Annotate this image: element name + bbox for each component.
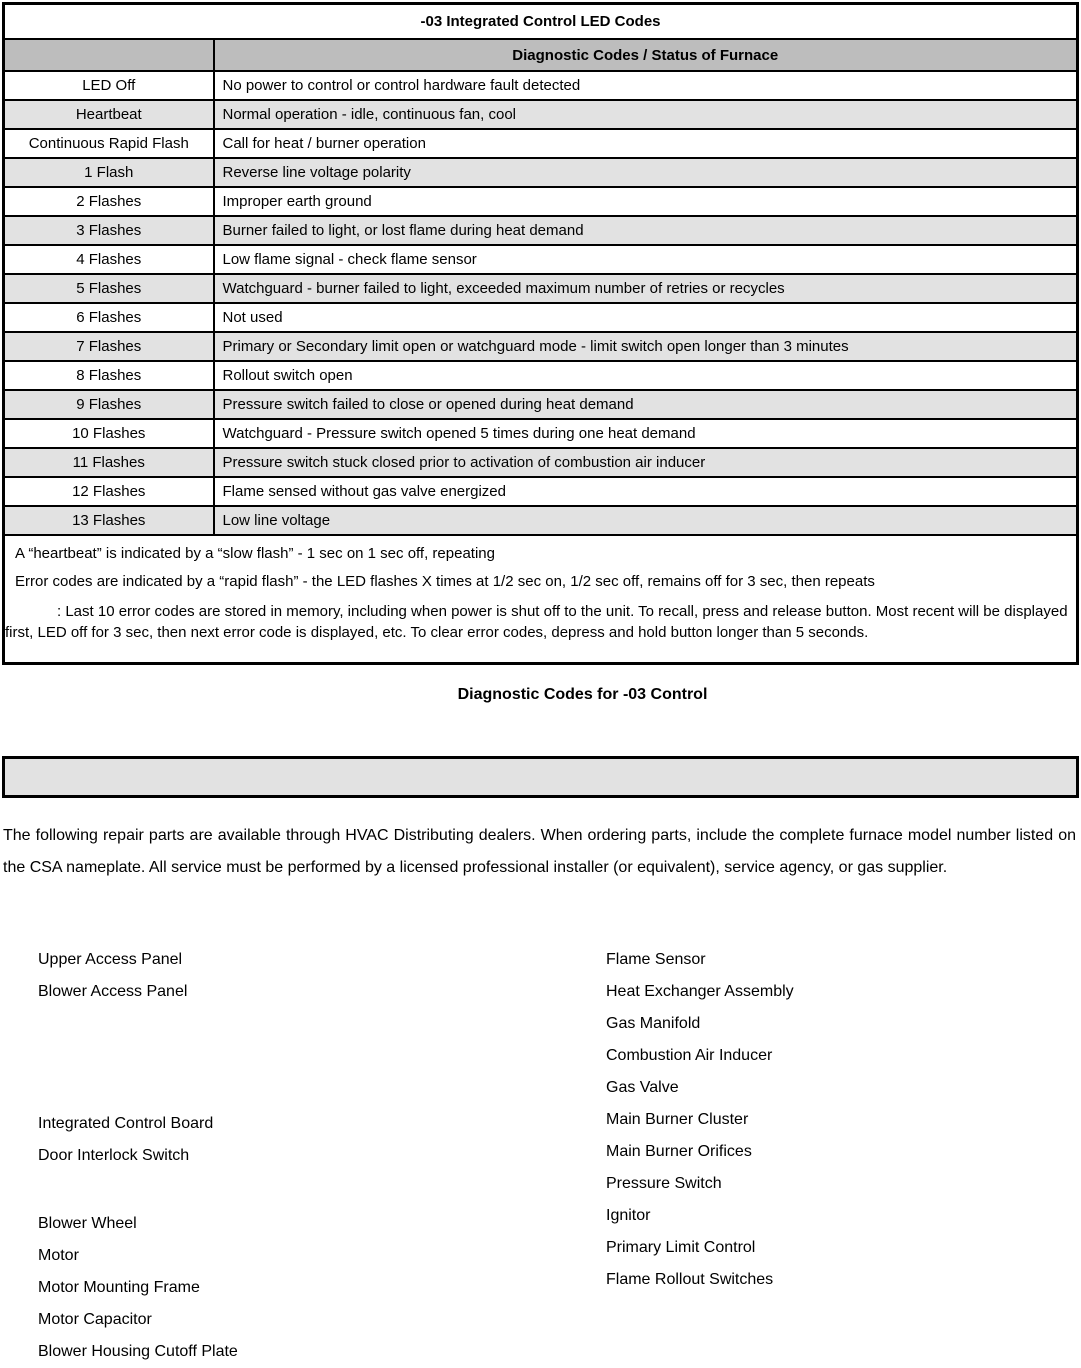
led-code-cell: 12 Flashes xyxy=(4,477,214,506)
empty-section-band xyxy=(2,756,1079,798)
led-description-cell: Improper earth ground xyxy=(214,187,1078,216)
table-title: -03 Integrated Control LED Codes xyxy=(4,4,1078,40)
led-code-row xyxy=(4,361,1078,390)
led-description-cell: Watchguard - burner failed to light, exceeded maximum number of retries or recycles xyxy=(214,274,1078,303)
led-description-cell: Primary or Secondary limit open or watchguard mode - limit switch open longer than 3 minutes xyxy=(214,332,1078,361)
note-heartbeat: A “heartbeat” is indicated by a “slow flash” - 1 sec on 1 sec off, repeating xyxy=(15,545,495,562)
parts-list-right xyxy=(606,944,794,1296)
led-description-cell: Call for heat / burner operation xyxy=(214,129,1078,158)
led-code-row xyxy=(4,506,1078,535)
led-description-cell: No power to control or control hardware fault detected xyxy=(214,71,1078,100)
led-code-row xyxy=(4,187,1078,216)
part-item: Motor Capacitor xyxy=(38,1311,152,1328)
led-code-row xyxy=(4,303,1078,332)
part-item: Integrated Control Board xyxy=(38,1115,214,1132)
header-cell-diagnostic-codes: Diagnostic Codes / Status of Furnace xyxy=(214,39,1078,71)
led-code-row xyxy=(4,332,1078,361)
led-description-cell: Flame sensed without gas valve energized xyxy=(214,477,1078,506)
part-item: Gas Valve xyxy=(606,1079,679,1096)
part-item: Blower Wheel xyxy=(38,1215,137,1232)
led-description-cell: Pressure switch failed to close or opened during heat demand xyxy=(214,390,1078,419)
led-code-cell: 3 Flashes xyxy=(4,216,214,245)
led-code-cell: 6 Flashes xyxy=(4,303,214,332)
note-error-codes: Error codes are indicated by a “rapid flash” - the LED flashes X times at 1/2 sec on, 1/2 sec off, remains off for 3 sec, then repeats xyxy=(15,573,875,590)
parts-list-left-group-3 xyxy=(38,1208,238,1368)
led-description-cell: Low line voltage xyxy=(214,506,1078,535)
led-description-cell: Not used xyxy=(214,303,1078,332)
led-code-row xyxy=(4,419,1078,448)
led-code-row xyxy=(4,158,1078,187)
part-item: Motor Mounting Frame xyxy=(38,1279,200,1296)
led-rows xyxy=(4,71,1078,535)
part-item: Door Interlock Switch xyxy=(38,1147,190,1164)
led-code-row xyxy=(4,245,1078,274)
led-code-cell: 8 Flashes xyxy=(4,361,214,390)
led-code-cell: Heartbeat xyxy=(4,100,214,129)
led-code-row xyxy=(4,477,1078,506)
part-item: Ignitor xyxy=(606,1207,651,1224)
led-code-cell: Continuous Rapid Flash xyxy=(4,129,214,158)
part-item: Flame Rollout Switches xyxy=(606,1271,774,1288)
notes-row xyxy=(4,535,1078,664)
led-description-cell: Pressure switch stuck closed prior to activation of combustion air inducer xyxy=(214,448,1078,477)
part-item: Flame Sensor xyxy=(606,951,706,968)
part-item: Primary Limit Control xyxy=(606,1239,756,1256)
part-item: Main Burner Cluster xyxy=(606,1111,749,1128)
part-item: Blower Housing Cutoff Plate xyxy=(38,1343,238,1360)
led-codes-table xyxy=(2,2,1079,665)
part-item: Main Burner Orifices xyxy=(606,1143,752,1160)
led-description-cell: Rollout switch open xyxy=(214,361,1078,390)
note-memory: : Last 10 error codes are stored in memory, including when power is shut off to the unit. To recall, press and release button. Most recent will be displayed first, LED off for 3 sec, then next error code is displayed, etc. To clear error codes, depress and hold button longer than 5 seconds. xyxy=(5,603,1068,641)
part-item: Upper Access Panel xyxy=(38,951,183,968)
led-code-row xyxy=(4,100,1078,129)
led-code-cell: LED Off xyxy=(4,71,214,100)
led-code-row xyxy=(4,390,1078,419)
led-code-cell: 5 Flashes xyxy=(4,274,214,303)
parts-list-left-group-2 xyxy=(38,1108,213,1172)
led-code-cell: 11 Flashes xyxy=(4,448,214,477)
led-code-cell: 9 Flashes xyxy=(4,390,214,419)
part-item: Combustion Air Inducer xyxy=(606,1047,773,1064)
led-code-cell: 4 Flashes xyxy=(4,245,214,274)
led-code-cell: 13 Flashes xyxy=(4,506,214,535)
notes-cell xyxy=(4,535,1078,664)
led-code-cell: 2 Flashes xyxy=(4,187,214,216)
led-description-cell: Watchguard - Pressure switch opened 5 times during one heat demand xyxy=(214,419,1078,448)
part-item: Heat Exchanger Assembly xyxy=(606,983,794,1000)
led-code-cell: 7 Flashes xyxy=(4,332,214,361)
table-caption: Diagnostic Codes for -03 Control xyxy=(457,686,708,703)
repair-parts-paragraph: The following repair parts are available through HVAC Distributing dealers. When ordering parts, include the complete furnace model number listed on the CSA nameplate. All service must be performed by a licensed professional installer (or equivalent), service agency, or gas supplier. xyxy=(3,827,1076,876)
led-description-cell: Burner failed to light, or lost flame during heat demand xyxy=(214,216,1078,245)
led-code-row xyxy=(4,71,1078,100)
led-code-row xyxy=(4,274,1078,303)
led-code-row xyxy=(4,448,1078,477)
part-item: Motor xyxy=(38,1247,79,1264)
led-code-row xyxy=(4,216,1078,245)
part-item: Pressure Switch xyxy=(606,1175,722,1192)
led-description-cell: Reverse line voltage polarity xyxy=(214,158,1078,187)
part-item: Gas Manifold xyxy=(606,1015,701,1032)
table-header-row xyxy=(4,39,1078,71)
led-description-cell: Low flame signal - check flame sensor xyxy=(214,245,1078,274)
led-code-cell: 1 Flash xyxy=(4,158,214,187)
header-cell-empty xyxy=(4,39,214,71)
table-title-row xyxy=(4,4,1078,40)
parts-list-left-group-1 xyxy=(38,944,187,1008)
part-item: Blower Access Panel xyxy=(38,983,188,1000)
led-code-cell: 10 Flashes xyxy=(4,419,214,448)
led-description-cell: Normal operation - idle, continuous fan, cool xyxy=(214,100,1078,129)
led-code-row xyxy=(4,129,1078,158)
